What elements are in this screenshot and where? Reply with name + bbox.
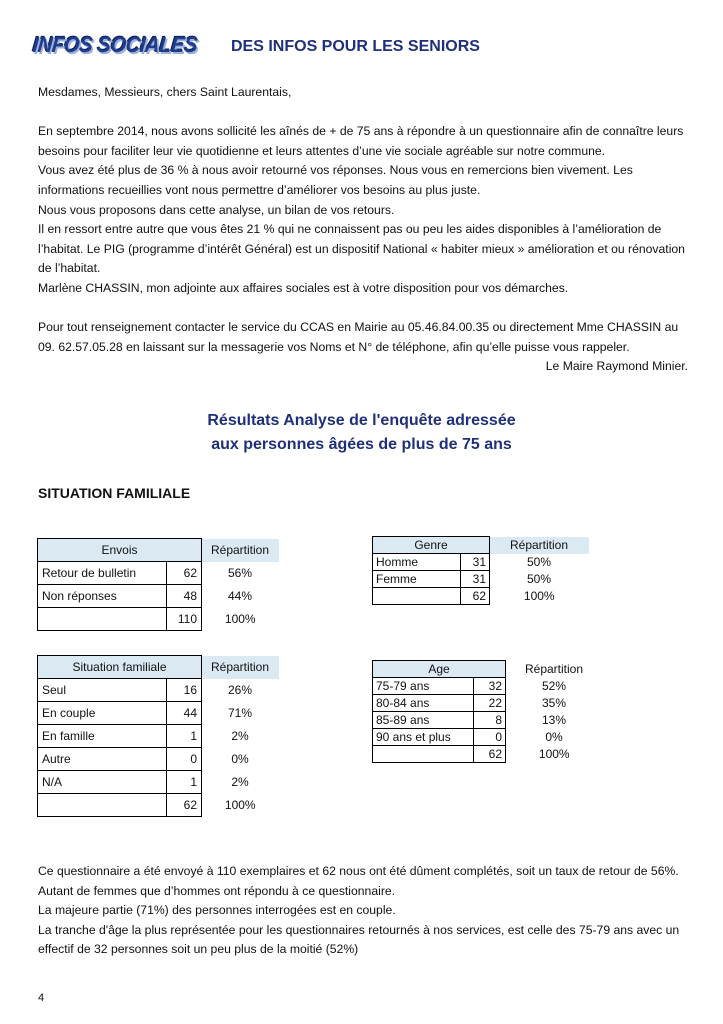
letter-paragraph-3: Nous vous proposons dans cette analyse, un bilan de vos retours. [38,202,395,217]
envois-repartition-header: Répartition [202,539,279,562]
row-percent: 0% [545,730,563,744]
table-row [373,554,589,571]
table-row [38,679,279,702]
row-label: 90 ans et plus [373,729,474,746]
genre-repartition-header: Répartition [490,537,589,554]
row-count: 44 [167,702,202,725]
table-row [373,695,603,712]
age-repartition-header: Répartition [524,662,584,676]
table-row [373,678,603,695]
table-row [373,571,589,588]
results-title-line-2: aux personnes âgées de plus de 75 ans [211,436,512,453]
row-percent: 2% [231,729,249,743]
page-number: 4 [38,992,45,1004]
row-count: 0 [167,748,202,771]
genre-table [372,536,589,605]
row-label: 85-89 ans [373,712,474,729]
row-label: Non réponses [38,585,167,608]
total-count: 62 [167,794,202,817]
total-percent: 100% [224,798,256,812]
envois-header: Envois [38,539,202,562]
table-total-row [373,588,589,605]
row-label: Seul [38,679,167,702]
row-count: 0 [474,729,506,746]
row-label: Femme [373,571,461,588]
table-row [373,729,603,746]
row-label: Retour de bulletin [38,562,167,585]
row-percent: 2% [231,775,249,789]
age-header: Age [373,661,506,678]
total-percent: 100% [224,612,256,626]
summary-line-2: Autant de femmes que d’hommes ont répondu à ce questionnaire. [38,883,396,898]
page-title: DES INFOS POUR LES SENIORS [231,38,480,55]
letter-paragraph-1: En septembre 2014, nous avons sollicité les aînés de + de 75 ans à répondre à un questionnaire afin de connaître leurs besoins pour faciliter leur vie quotidienne et leurs attentes d’une vie sociale agréable sur notre commune. [38,124,684,158]
results-title [0,409,723,457]
letter-paragraph-2: Vous avez été plus de 36 % à nous avoir retourné vos réponses. Nous vous en remercions bien vivement. Les informations recueillies vont nous permettre d’améliorer vos besoins au plus juste. [38,163,633,197]
table-row [373,712,603,729]
row-percent: 35% [541,696,567,710]
total-percent: 100% [538,747,570,761]
situation-repartition-header: Répartition [202,656,279,679]
row-percent: 50% [526,555,552,569]
table-row [38,725,279,748]
age-table [372,660,603,763]
row-count: 48 [167,585,202,608]
section-heading: SITUATION FAMILIALE [38,485,191,501]
row-percent: 50% [526,572,552,586]
total-percent: 100% [523,589,555,603]
row-count: 22 [474,695,506,712]
row-percent: 56% [227,566,253,580]
total-count: 62 [460,588,489,605]
letter-paragraph-5: Marlène CHASSIN, mon adjointe aux affaires sociales est à votre disposition pour vos démarches. [38,280,569,295]
row-label: Autre [38,748,167,771]
row-label: En couple [38,702,167,725]
row-label: Homme [373,554,461,571]
letter-greeting: Mesdames, Messieurs, chers Saint Laurentais, [38,85,292,99]
letter-contact-paragraph: Pour tout renseignement contacter le service du CCAS en Mairie au 05.46.84.00.35 ou directement Mme CHASSIN au 09. 62.57.05.28 en laissant sur la messagerie vos Noms et N° de téléphone, afin qu’elle puisse vous rappeler. [38,320,679,354]
envois-table [37,538,279,631]
table-row [38,771,279,794]
situation-header: Situation familiale [38,656,202,679]
total-count: 110 [167,608,202,631]
row-percent: 26% [227,683,253,697]
row-label: 80-84 ans [373,695,474,712]
letter-paragraph-4: Il en ressort entre autre que vous êtes 21 % qui ne connaissent pas ou peu les aides disponibles à l’amélioration de l’habitat. Le PIG (programme d’intérêt Général) est un dispositif National « habiter mieux » amélioration et ou rénovation de l’habitat. [38,222,685,276]
row-label: 75-79 ans [373,678,474,695]
results-summary [38,862,688,960]
results-title-line-1: Résultats Analyse de l'enquête adressée [207,412,516,429]
situation-table [37,655,279,817]
row-percent: 52% [541,679,567,693]
row-label: En famille [38,725,167,748]
table-total-row [38,794,279,817]
total-count: 62 [474,746,506,763]
row-count: 1 [167,725,202,748]
summary-line-4: La tranche d'âge la plus représentée pour les questionnaires retournés à nos services, est celle des 75-79 ans avec un effectif de 32 personnes soit un peu plus de la moitié (52%) [38,922,680,957]
row-count: 8 [474,712,506,729]
mayor-letter [38,83,688,377]
row-count: 1 [167,771,202,794]
infos-sociales-logo: INFOS SOCIALES [31,32,199,57]
row-count: 16 [167,679,202,702]
summary-line-1: Ce questionnaire a été envoyé à 110 exemplaires et 62 nous ont été dûment complétés, soit un taux de retour de 56%. [38,864,679,878]
row-count: 32 [474,678,506,695]
summary-line-3: La majeure partie (71%) des personnes interrogées est en couple. [38,903,396,918]
row-label: N/A [38,771,167,794]
row-count: 31 [460,554,489,571]
table-row [38,585,279,608]
table-row [38,702,279,725]
row-percent: 13% [541,713,567,727]
genre-header: Genre [373,537,490,554]
row-percent: 0% [231,752,249,766]
row-count: 62 [167,562,202,585]
table-total-row [373,746,603,763]
table-row [38,748,279,771]
letter-signature: Le Maire Raymond Minier. [545,359,688,374]
row-count: 31 [460,571,489,588]
table-total-row [38,608,279,631]
row-percent: 71% [227,706,253,720]
row-percent: 44% [227,589,253,603]
table-row [38,562,279,585]
